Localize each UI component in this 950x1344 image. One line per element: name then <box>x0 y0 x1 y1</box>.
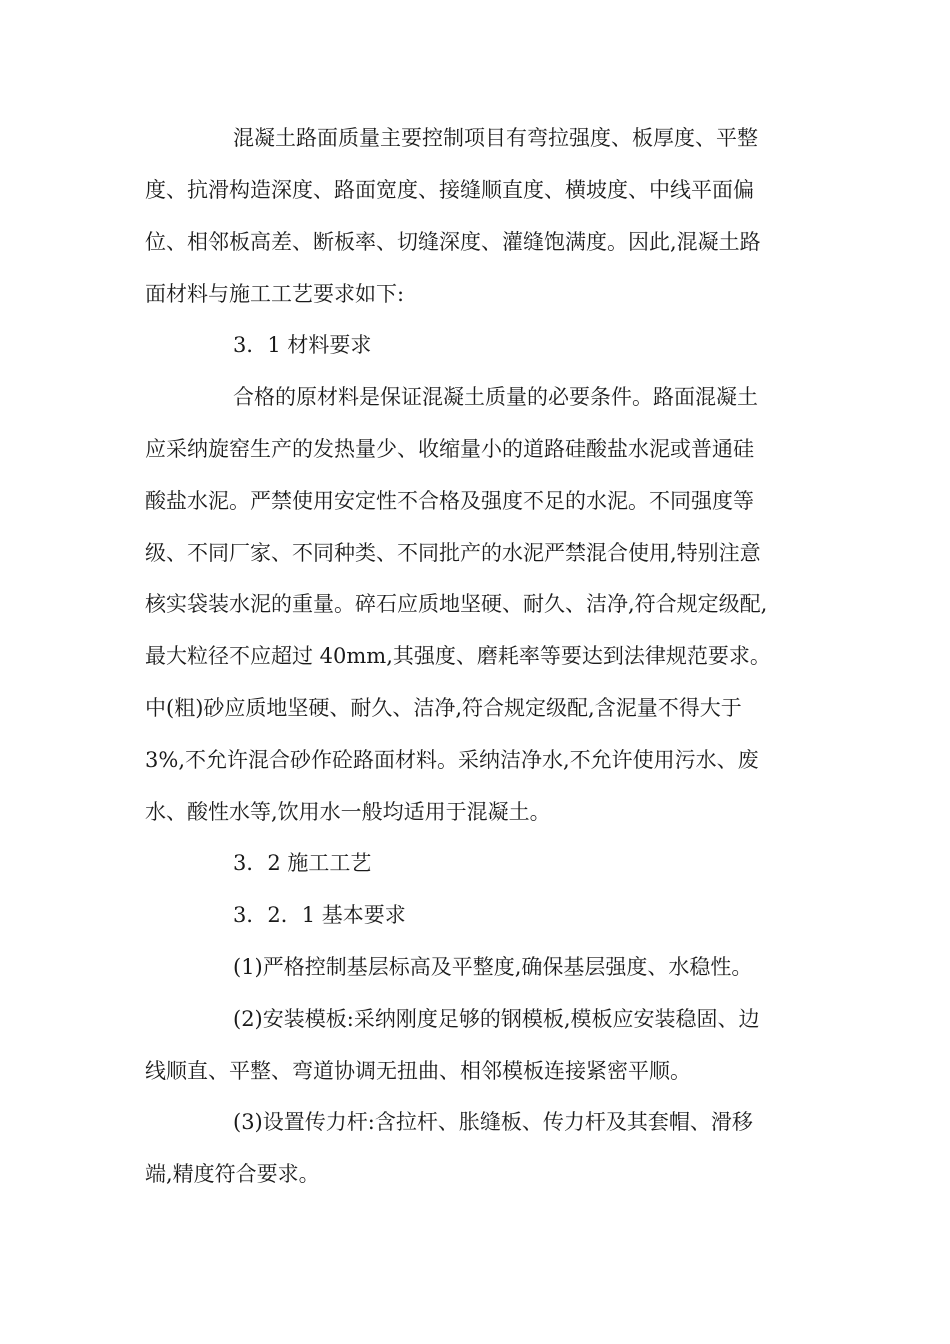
paragraph-line: 3%,不允许混合砂作砼路面材料。采纳洁净水,不允许使用污水、废 <box>145 748 759 772</box>
list-item: (2)安装模板:采纳刚度足够的钢模板,模板应安装稳固、边 <box>233 1007 760 1031</box>
paragraph-line: 最大粒径不应超过 40mm,其强度、磨耗率等要达到法律规范要求。 <box>145 644 771 668</box>
paragraph-line: 混凝土路面质量主要控制项目有弯拉强度、板厚度、平整 <box>233 126 758 150</box>
paragraph-line: 线顺直、平整、弯道协调无扭曲、相邻模板连接紧密平顺。 <box>145 1059 691 1083</box>
paragraph-line: 合格的原材料是保证混凝土质量的必要条件。路面混凝土 <box>233 385 758 409</box>
paragraph-line: 面材料与施工工艺要求如下: <box>145 282 405 306</box>
list-item: (1)严格控制基层标高及平整度,确保基层强度、水稳性。 <box>233 955 753 979</box>
paragraph-line: 应采纳旋窑生产的发热量少、收缩量小的道路硅酸盐水泥或普通硅 <box>145 437 754 461</box>
paragraph-line: 端,精度符合要求。 <box>145 1162 320 1186</box>
paragraph-line: 核实袋装水泥的重量。碎石应质地坚硬、耐久、洁净,符合规定级配, <box>145 592 768 616</box>
paragraph-line: 中(粗)砂应质地坚硬、耐久、洁净,符合规定级配,含泥量不得大于 <box>145 696 742 720</box>
list-item: (3)设置传力杆:含拉杆、胀缝板、传力杆及其套帽、滑移 <box>233 1110 753 1134</box>
paragraph-line: 级、不同厂家、不同种类、不同批产的水泥严禁混合使用,特别注意 <box>145 541 761 565</box>
section-heading: 3．2 施工工艺 <box>233 851 372 875</box>
subsection-heading: 3．2．1 基本要求 <box>233 903 406 927</box>
paragraph-line: 酸盐水泥。严禁使用安定性不合格及强度不足的水泥。不同强度等 <box>145 489 754 513</box>
paragraph-line: 度、抗滑构造深度、路面宽度、接缝顺直度、横坡度、中线平面偏 <box>145 178 754 202</box>
paragraph-line: 水、酸性水等,饮用水一般均适用于混凝土。 <box>145 800 551 824</box>
section-heading: 3．1 材料要求 <box>233 333 372 357</box>
paragraph-line: 位、相邻板高差、断板率、切缝深度、灌缝饱满度。因此,混凝土路 <box>145 230 761 254</box>
